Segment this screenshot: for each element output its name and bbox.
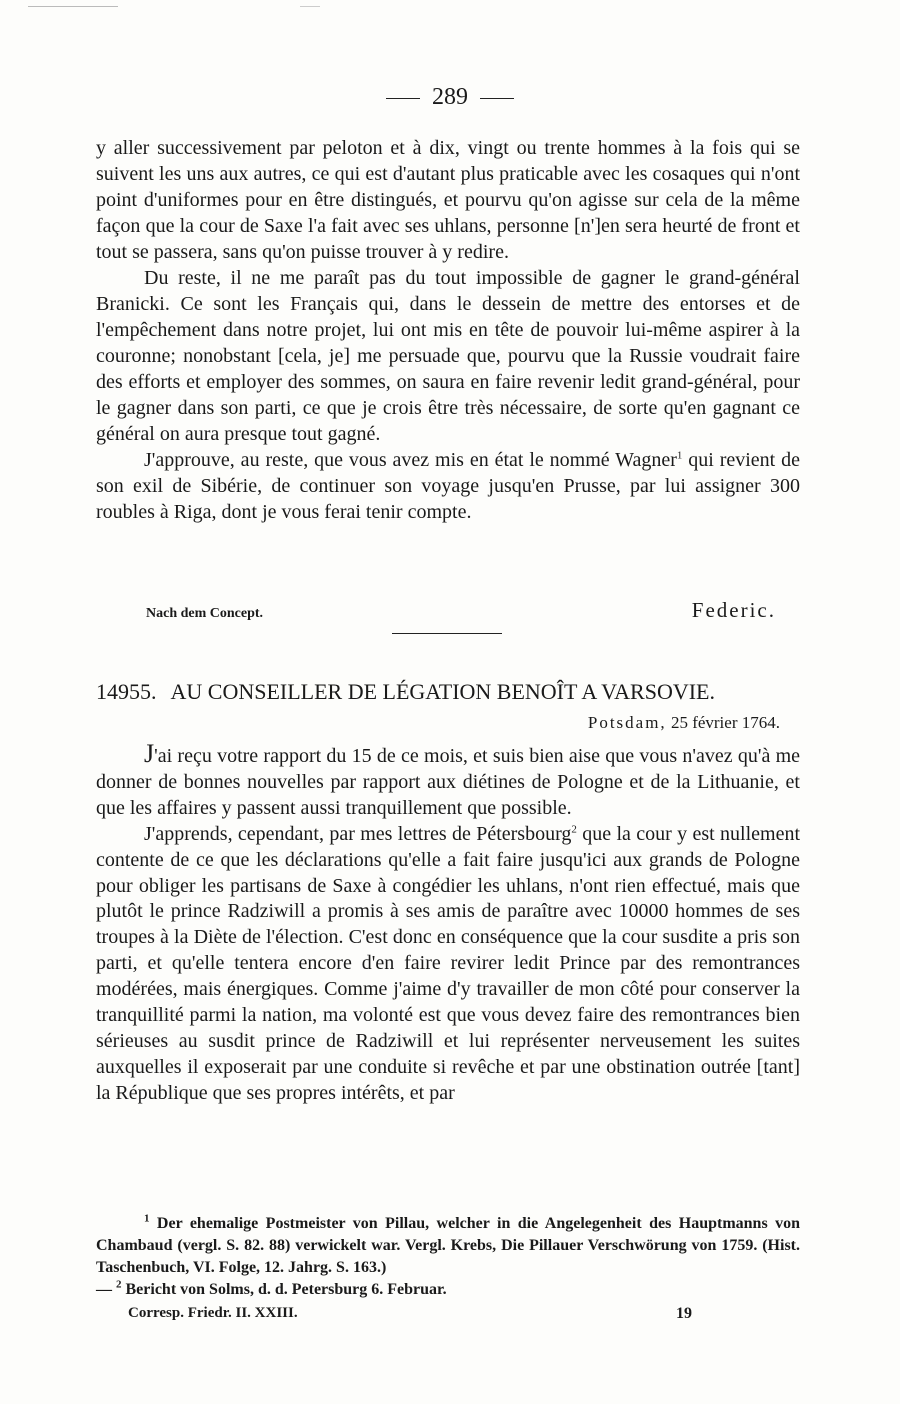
closing-row: [96, 598, 800, 628]
rule-right: [480, 98, 514, 99]
footnote: [96, 1213, 800, 1279]
footnote: [96, 1279, 800, 1301]
signature-mark: 19: [676, 1305, 692, 1322]
separator-rule: [392, 633, 502, 634]
paragraph-text: qui revient de son exil de Sibérie, de continuer son voyage jusqu'en Prusse, par lui assigner 300 roubles à Riga, dont je vous ferai tenir compte.: [96, 449, 800, 523]
paragraph-text: J'apprends, cependant, par mes lettres de Pétersbourg: [144, 822, 572, 845]
paragraph: Du reste, il ne me paraît pas du tout impossible de gagner le grand-général Branicki. Ce sont les Français qui, dans le dessein de mettre des entorses et de l'empêchement dans notre projet, lui ont mis en tête de pouvoir lui-même aspirer à la couronne; nonobstant [cela, je] me persuade que, pourvu que la Russie voudrait faire des efforts et employer des sommes, on saura en faire revenir ledit grand-général, pour le gagner dans son parti, ce que je crois être très nécessaire, de sorte qu'en gagnant ce général on aura presque tout gagné.: [96, 267, 800, 445]
concept-note: Nach dem Concept.: [146, 606, 264, 621]
footnotes: [96, 1213, 800, 1301]
scan-artifact: [300, 6, 320, 7]
paragraph-text: que la cour y est nullement contente de ce que les déclarations qu'elle a fait faire jusqu'ici aux grands de Pologne pour obliger les partisans de Saxe à congédier les uhlans, n'ont rien effectué, mais que plutôt le prince Radziwill a promis à ses amis de paraître avec 10000 hommes de ses troupes à la Diète de l'élection. C'est donc en conséquence que la cour susdite a pris son parti, et qu'elle tentera encore d'en faire revirer ledit Prince par des remontrances modérées, mais énergiques. Comme j'aime d'y travailler de mon côté pour conserver la tranquillité parmi la nation, ma volonté est que vous devez faire des remontrances bien sérieuses au susdit prince de Radziwill et lui représenter nerveusement les suites auxquelles il exposerait par une conduite si revêche et par une obstination outrée [tant] la République que ses propres intérêts, et par: [96, 822, 800, 1104]
letter-heading: [96, 679, 800, 705]
scan-artifact: [28, 6, 118, 7]
footnote-text: Der ehemalige Postmeister von Pillau, welcher in die Angelegenheit des Hauptmanns von Chambaud (vergl. S. 82. 88) verwickelt war. Vergl. Krebs, Die Pillauer Verschwörung von 1759. (Hist. Taschenbuch, VI. Folge, 12. Jahrg. S. 163.): [96, 1215, 800, 1276]
page-number-header: [0, 84, 900, 111]
footnote-ref: 1: [676, 449, 683, 462]
initial-letter: J: [144, 739, 155, 768]
previous-letter-text: [96, 135, 800, 525]
paragraph: [96, 447, 800, 525]
footnote-text: Bericht von Solms, d. d. Petersburg 6. Februar.: [121, 1281, 447, 1298]
footnote-ref: 2: [571, 823, 577, 836]
paragraph: [96, 741, 800, 822]
paragraph: y aller successivement par peloton et à dix, vingt ou trente hommes à la fois qui se suivent les uns aux autres, ce qui est d'autant plus praticable avec les cosaques qui n'ont point d'uniformes pour en être distingués, et pourvu qu'on agisse sur cela de la même façon que la cour de Saxe l'a fait avec ses uhlans, personne [n']en sera heurté de front et tout se passera, sans qu'on puisse trouver à y redire.: [96, 137, 800, 263]
dateline-date: 25 février 1764.: [670, 713, 780, 732]
signature: Federic.: [691, 598, 776, 622]
paragraph: [96, 822, 800, 1107]
paragraph-text: J'approuve, au reste, que vous avez mis en état le nommé Wagner: [144, 449, 677, 471]
dateline-place: Potsdam,: [587, 713, 667, 732]
rule-left: [386, 98, 420, 99]
source-line: Corresp. Friedr. II. XXIII.: [128, 1305, 298, 1321]
page-number: 289: [432, 84, 468, 110]
paragraph-text: 'ai reçu votre rapport du 15 de ce mois, et suis bien aise que vous n'avez qu'à me donner de bonnes nouvelles par rapport aux diétines de Pologne et de la Lithuanie, et que les affaires y passent aussi tranquillement que possible.: [96, 745, 800, 819]
footnote-prefix: —: [96, 1281, 116, 1298]
letter-number: 14955.: [96, 679, 157, 704]
dateline: [588, 713, 780, 733]
footnote-mark: 1: [144, 1212, 150, 1225]
letter-body: [96, 741, 800, 1107]
footnote-mark: 2: [116, 1278, 122, 1291]
letter-title: AU CONSEILLER DE LÉGATION BENOÎT A VARSOVIE.: [170, 679, 715, 704]
